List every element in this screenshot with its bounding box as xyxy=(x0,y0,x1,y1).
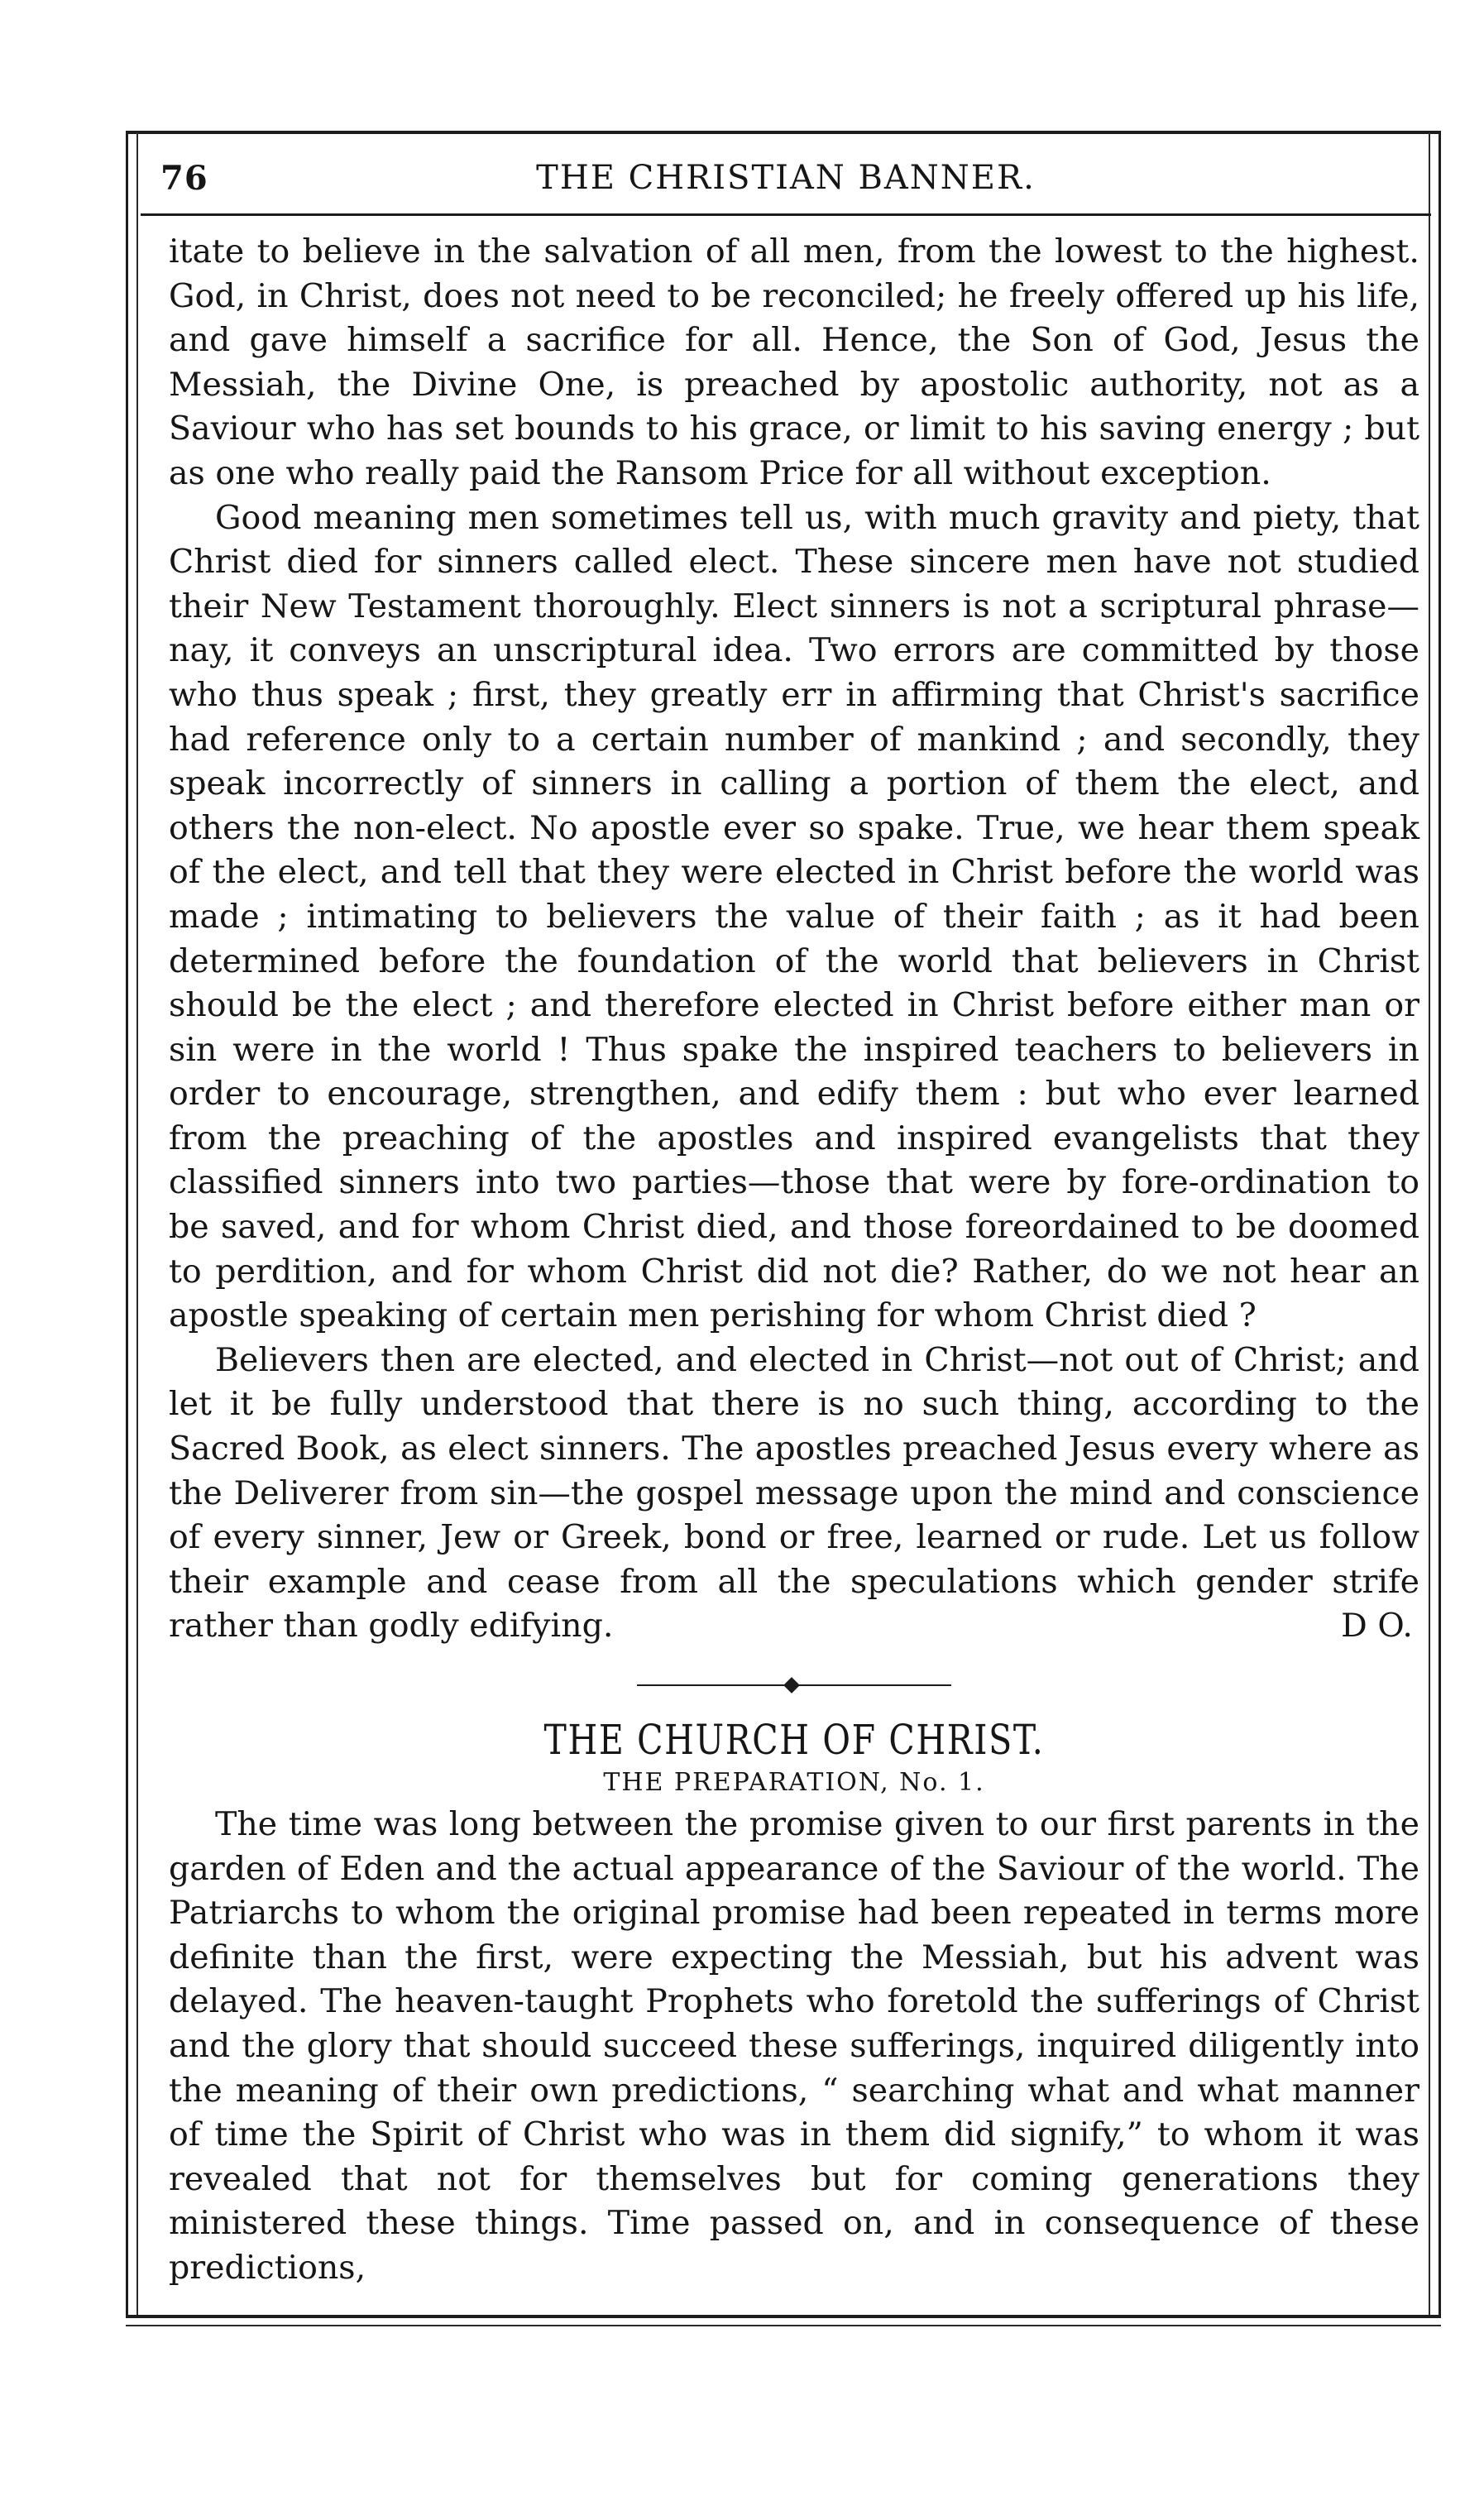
article-title: THE CHURCH OF CHRIST. xyxy=(543,1716,1045,1764)
article-church-of-christ xyxy=(169,1715,1419,2291)
bottom-rule xyxy=(126,2315,1441,2318)
author-signature: D O. xyxy=(1341,1607,1413,1646)
article-continued xyxy=(169,230,1419,1649)
running-head xyxy=(149,159,1423,208)
paragraph-text: Believers then are elected, and elected in Christ—not out of Christ; and let it be fully understood that there is no such thing, according to the Sacred Book, as elect sinners. The apostles preached Jesus every where as the Deliverer from sin—the gospel message upon the mind and conscience of every sinner, Jew or Greek, bond or free, learned or rude. Let us follow their example and cease from all the speculations which gender strife rather than godly edifying. xyxy=(169,1340,1419,1646)
page-number: 76 xyxy=(160,159,208,198)
bottom-rule-inner xyxy=(126,2325,1441,2326)
page-content xyxy=(169,230,1419,2291)
header-rule xyxy=(141,213,1431,216)
journal-title: THE CHRISTIAN BANNER. xyxy=(536,159,1036,197)
paragraph: Good meaning men sometimes tell us, with much gravity and piety, that Christ died for sinners called elect. These sincere men have not studied their New Testament thoroughly. Elect sinners is not a scriptural phrase—nay, it conveys an unscriptural idea. Two errors are committed by those who thus speak ; first, they greatly err in affirming that Christ's sacrifice had reference only to a certain number of mankind ; and secondly, they speak incorrectly of sinners in calling a portion of them the elect, and others the non-elect. No apostle ever so spake. True, we hear them speak of the elect, and tell that they were elected in Christ before the world was made ; intimating to believers the value of their faith ; as it had been determined before the foundation of the world that believers in Christ should be the elect ; and therefore elected in Christ before either man or sin were in the world ! Thus spake the inspired teachers to believers in order to encourage, strengthen, and edify them : but who ever learned from the preaching of the apostles and inspired evangelists that they classified sinners into two parties—those that were by fore-ordination to be saved, and for whom Christ died, and those foreordained to be doomed to perdition, and for whom Christ did not die? Rather, do we not hear an apostle speaking of certain men perishing for whom Christ died ? xyxy=(169,498,1419,1335)
paragraph: The time was long between the promise given to our first parents in the garden of Eden and the actual appearance of the Saviour of the world. The Patriarchs to whom the original promise had been repeated in terms more definite than the first, were expecting the Messiah, but his advent was delayed. The heaven-taught Prophets who foretold the sufferings of Christ and the glory that should succeed these sufferings, inquired diligently into the meaning of their own predictions, “ searching what and what manner of time the Spirit of Christ who was in them did signify,” to whom it was revealed that not for themselves but for coming generations they ministered these things. Time passed on, and in consequence of these predictions, xyxy=(169,1805,1419,2287)
paragraph: itate to believe in the salvation of all men, from the lowest to the highest. God, in Christ, does not need to be reconciled; he freely offered up his life, and gave himself a sacrifice for all. Hence, the Son of God, Jesus the Messiah, the Divine One, is preached by apostolic authority, not as a Saviour who has set bounds to his grace, or limit to his saving energy ; but as one who really paid the Ransom Price for all without exception. xyxy=(169,232,1419,492)
paragraph xyxy=(169,1339,1419,1649)
article-subtitle: THE PREPARATION, No. 1. xyxy=(603,1768,985,1797)
section-separator xyxy=(637,1677,951,1694)
separator-ornament xyxy=(783,1677,800,1694)
